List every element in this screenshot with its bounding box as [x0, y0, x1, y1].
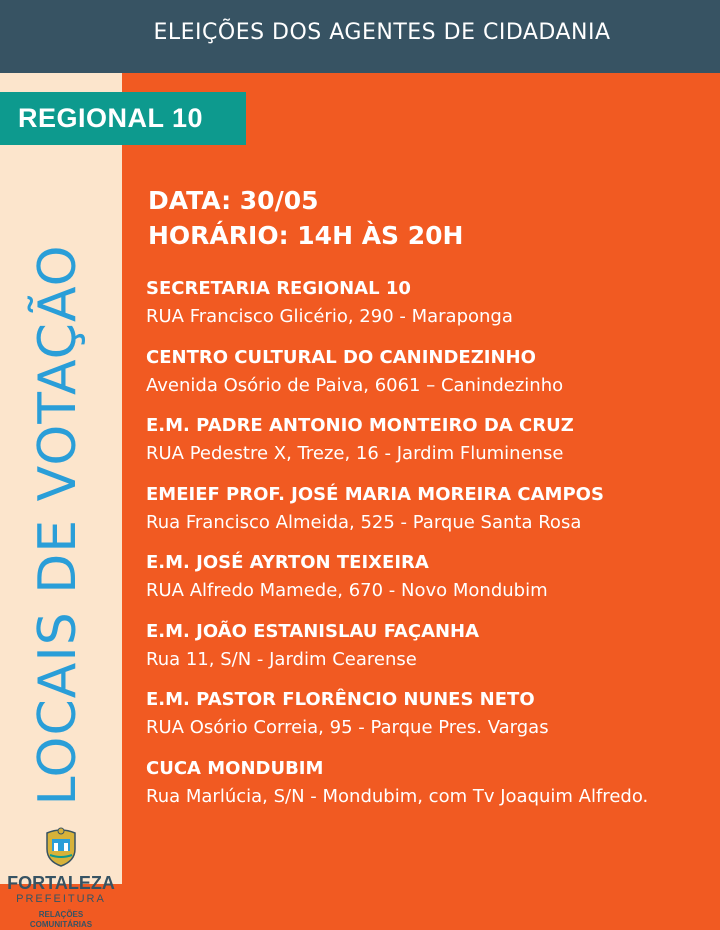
place-address: Rua Francisco Almeida, 525 - Parque Santa Rosa — [146, 511, 582, 533]
place-name: SECRETARIA REGIONAL 10 — [146, 278, 411, 299]
regional-label: REGIONAL 10 — [18, 103, 204, 133]
logo-name: FORTALEZA — [7, 873, 115, 893]
list-item — [146, 756, 716, 825]
event-time: HORÁRIO: 14H ÀS 20H — [148, 221, 464, 250]
place-name: E.M. PADRE ANTONIO MONTEIRO DA CRUZ — [146, 415, 574, 436]
header-bar — [0, 0, 720, 73]
list-item — [146, 619, 716, 688]
place-address: Avenida Osório de Paiva, 6061 – Canindezinho — [146, 374, 564, 396]
fortaleza-logo — [0, 825, 122, 930]
city-crest-icon — [41, 825, 81, 867]
place-name: CENTRO CULTURAL DO CANINDEZINHO — [146, 346, 536, 368]
logo-subtitle: PREFEITURA — [16, 893, 106, 905]
place-name: CUCA MONDUBIM — [146, 757, 324, 779]
place-address: RUA Francisco Glicério, 290 - Maraponga — [146, 306, 513, 327]
sidebar-panel — [0, 73, 122, 929]
list-item — [146, 482, 716, 551]
vertical-title: LOCAIS DE VOTAÇÃO — [28, 244, 88, 806]
list-item — [146, 276, 716, 345]
regional-badge — [0, 92, 246, 145]
logo-dept-line2: COMUNITÁRIAS — [29, 920, 93, 929]
place-name: E.M. JOÃO ESTANISLAU FAÇANHA — [146, 620, 480, 642]
place-name: E.M. JOSÉ AYRTON TEIXEIRA — [146, 552, 429, 573]
place-address: RUA Osório Correia, 95 - Parque Pres. Vargas — [146, 717, 549, 738]
logo-dept-line1: RELAÇÕES — [38, 910, 84, 919]
place-name: E.M. PASTOR FLORÊNCIO NUNES NETO — [146, 689, 535, 710]
place-address: RUA Pedestre X, Treze, 16 - Jardim Fluminense — [146, 443, 564, 464]
list-item — [146, 550, 716, 619]
header-title: ELEIÇÕES DOS AGENTES DE CIDADANIA — [153, 20, 611, 45]
place-address: Rua Marlúcia, S/N - Mondubim, com Tv Joaquim Alfredo. — [146, 785, 649, 807]
list-item — [146, 687, 716, 756]
places-list — [146, 276, 716, 824]
place-name: EMEIEF PROF. JOSÉ MARIA MOREIRA CAMPOS — [146, 483, 604, 505]
event-info — [148, 183, 463, 253]
list-item — [146, 345, 716, 414]
place-address: Rua 11, S/N - Jardim Cearense — [146, 648, 417, 670]
place-address: RUA Alfredo Mamede, 670 - Novo Mondubim — [146, 580, 548, 601]
list-item — [146, 413, 716, 482]
event-date: DATA: 30/05 — [148, 186, 319, 215]
